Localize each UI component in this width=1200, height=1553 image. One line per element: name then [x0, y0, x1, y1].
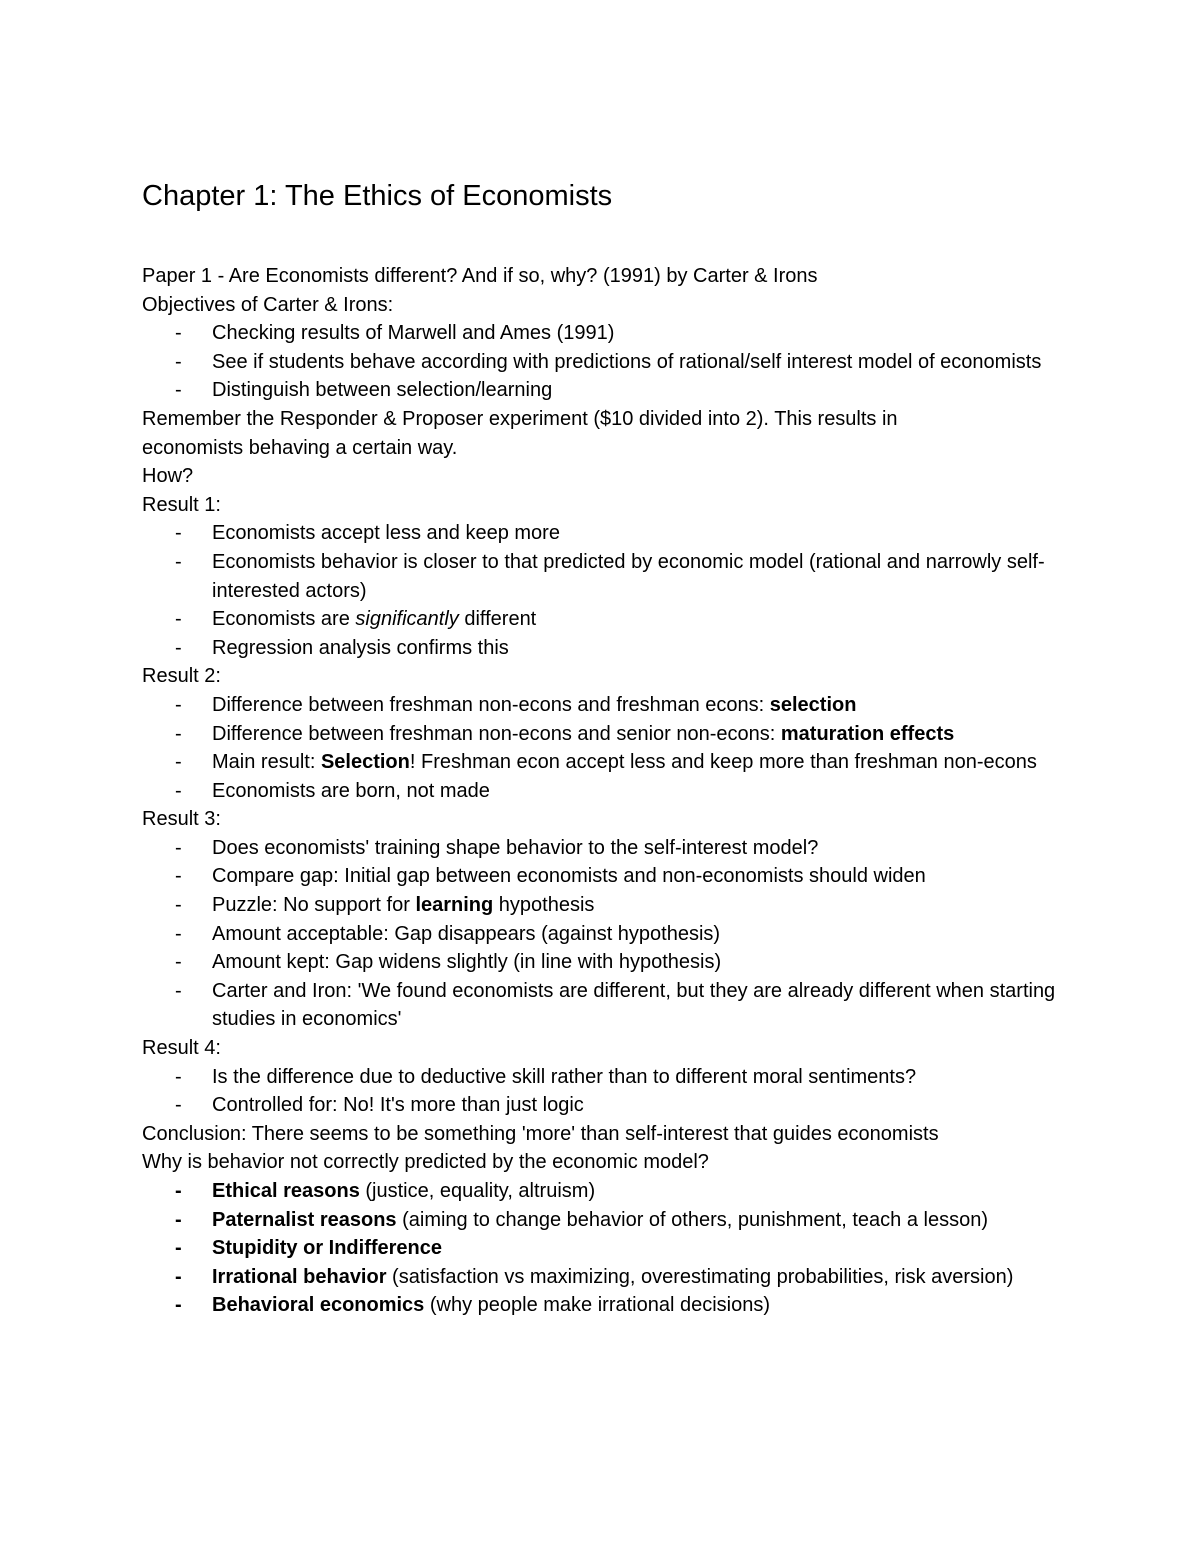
list-item: - Does economists' training shape behavior to the self-interest model?: [175, 836, 819, 859]
list-item: - Economists are born, not made: [175, 779, 490, 802]
remember-line-2: economists behaving a certain way.: [142, 436, 458, 459]
conclusion-line: Conclusion: There seems to be something 'more' than self-interest that guides economists: [142, 1122, 939, 1145]
list-item: - Is the difference due to deductive skill rather than to different moral sentiments?: [175, 1065, 917, 1088]
list-item: - Behavioral economics (why people make irrational decisions): [175, 1294, 771, 1317]
document-page: [142, 176, 1082, 1320]
result1-heading: Result 1:: [142, 493, 221, 516]
result4-heading: Result 4:: [142, 1037, 221, 1060]
result4-list: [142, 1063, 1082, 1120]
list-item: - Regression analysis confirms this: [175, 636, 509, 659]
list-item: - Difference between freshman non-econs and freshman econs: selection: [175, 693, 857, 716]
result2-list: [142, 691, 1082, 805]
list-item: - Paternalist reasons (aiming to change behavior of others, punishment, teach a lesson): [175, 1208, 988, 1231]
how-line: How?: [142, 465, 194, 488]
list-item: - Irrational behavior (satisfaction vs maximizing, overestimating probabilities, risk aversion): [175, 1265, 1014, 1288]
list-item: - Main result: Selection! Freshman econ accept less and keep more than freshman non-econs: [175, 751, 1037, 774]
result1-list: [142, 519, 1082, 662]
result3-heading: Result 3:: [142, 808, 221, 831]
list-item: - Stupidity or Indifference: [175, 1237, 443, 1260]
result2-heading: Result 2:: [142, 665, 221, 688]
list-item: - Difference between freshman non-econs and senior non-econs: maturation effects: [175, 722, 955, 745]
list-item: - Controlled for: No! It's more than just logic: [175, 1094, 584, 1117]
result3-list: [142, 834, 1082, 1034]
list-item: - Economists are significantly different: [175, 608, 537, 631]
list-item: - Checking results of Marwell and Ames (1991): [175, 322, 615, 345]
list-item: - See if students behave according with predictions of rational/self interest model of economists: [175, 350, 1042, 373]
list-item: - Distinguish between selection/learning: [175, 379, 553, 402]
why-line: Why is behavior not correctly predicted by the economic model?: [142, 1151, 709, 1174]
remember-line: Remember the Responder & Proposer experiment ($10 divided into 2). This results in: [142, 407, 898, 430]
list-item: - Ethical reasons (justice, equality, altruism): [175, 1180, 596, 1202]
list-item: - Amount acceptable: Gap disappears (against hypothesis): [175, 922, 721, 945]
list-item: - Puzzle: No support for learning hypothesis: [175, 894, 595, 917]
list-item: - Carter and Iron: 'We found economists are different, but they are already different when starting studies in economics': [175, 979, 1056, 1031]
list-item: - Economists behavior is closer to that predicted by economic model (rational and narrowly self-interested actors): [175, 550, 1045, 602]
paper-line: Paper 1 - Are Economists different? And if so, why? (1991) by Carter & Irons: [142, 265, 818, 287]
list-item: - Compare gap: Initial gap between economists and non-economists should widen: [175, 865, 926, 888]
spacer: [142, 216, 1082, 262]
page-title: Chapter 1: The Ethics of Economists: [142, 180, 613, 212]
list-item: - Economists accept less and keep more: [175, 522, 560, 545]
list-item: - Amount kept: Gap widens slightly (in line with hypothesis): [175, 951, 722, 974]
reasons-list: [142, 1177, 1082, 1320]
objectives-heading: Objectives of Carter & Irons:: [142, 293, 394, 316]
objectives-list: [142, 319, 1082, 405]
